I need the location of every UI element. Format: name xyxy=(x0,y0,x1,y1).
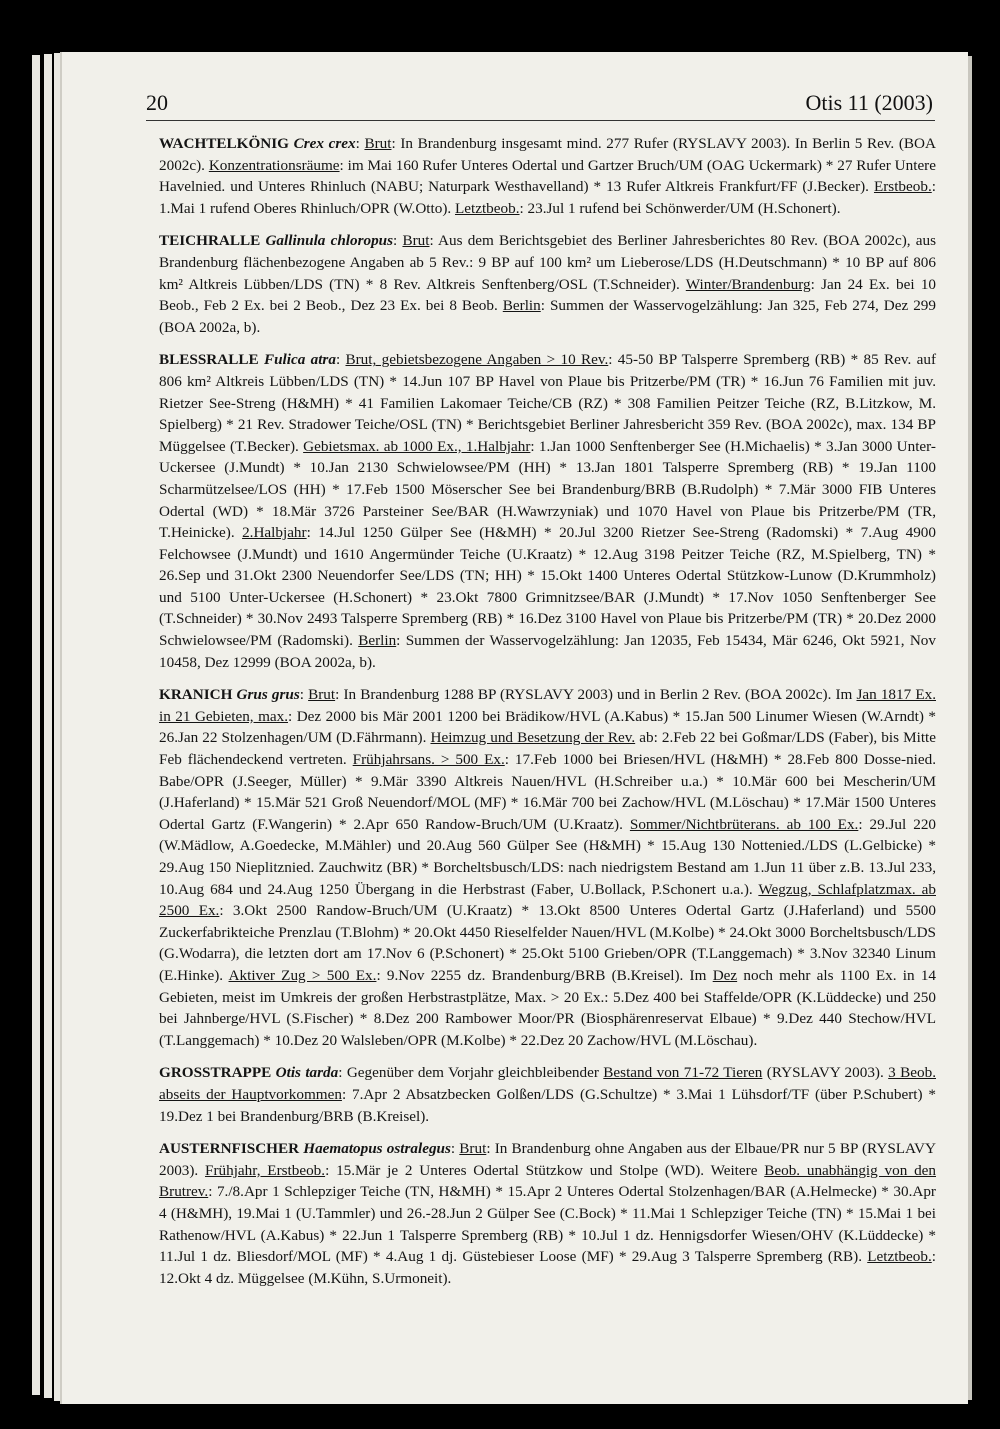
entry-text: : Summen der Wasservogelzählung: Jan 325, Feb 274, Dez 299 (BOA 2002a, b). xyxy=(159,297,936,336)
page-edge xyxy=(32,55,40,1395)
underlined-heading: Brut xyxy=(364,135,392,152)
entry-text: : 15.Mär je 2 Unteres Odertal Stützkow und Stolpe (WD). Weitere xyxy=(325,1161,765,1179)
entry-text: : xyxy=(450,1140,460,1158)
entry-text: : 7.Apr 2 Absatzbecken Golßen/LDS (G.Schultze) * 3.Mai 1 Lühsdorf/TF (über P.Schubert) * 19.Dez 1 bei Brandenburg/BRB (B.Kreisel). xyxy=(159,1085,936,1125)
species-entry xyxy=(159,684,936,1051)
entry-text: : 14.Jul 1250 Gülper See (H&MH) * 20.Jul 3200 Rietzer See-Streng (Radomski) * 7.Aug 4900 Felchowsee (J.Mundt) und 1610 Angermünder Teiche (U.Kraatz) * 12.Aug 3198 Peitzer Teiche (RZ, M.Spielberg, TN) * 26.Sep und 31.Okt 2300 Neuendorfer See/LDS (TN; HH) * 15.Okt 1400 Unteres Odertal Stützkow-Lunow (D.Krummholz) und 5100 Unter-Uckersee (H.Schonert) * 23.Okt 7800 Grimnitzsee/BAR (J.Mundt) * 17.Nov 1050 Senftenberger See (T.Schneider) * 30.Nov 2493 Talsperre Spremberg (RB) * 16.Dez 3100 Havel von Plaue bis Pritzerbe/PM (TR) * 20.Dez 2000 Schwielowsee/PM (Radomski). xyxy=(159,524,936,650)
underlined-heading: Heimzug und Besetzung der Rev. xyxy=(430,729,636,747)
page-edge-right xyxy=(968,56,972,1400)
entry-text: : xyxy=(393,232,403,250)
underlined-heading: 3 Beob. abseits der Hauptvorkommen xyxy=(159,1064,936,1103)
underlined-heading: Sommer/Nichtbrüterans. ab 100 Ex. xyxy=(629,815,859,833)
species-entry xyxy=(159,1138,936,1289)
entry-text: : Jan 24 Ex. bei 10 Beob., Feb 2 Ex. bei 2 Beob., Dez 23 Ex. bei 8 Beob. xyxy=(159,275,937,315)
underlined-heading: Winter/Brandenburg xyxy=(685,275,811,293)
entry-text: : 1.Jan 1000 Senftenberger See (H.Michaelis) * 3.Jan 3000 Unter-Uckersee (J.Mundt) * 10.Jan 2130 Schwielowsee/PM (HH) * 13.Jan 1801 Talsperre Spremberg (RB) * 19.Jan 1100 Scharmützelsee/LOS (HH) * 17.Feb 1500 Möserscher See bei Brandenburg/BRB (B.Rudolph) * 7.Mär 3000 FIB Unteres Odertal (WD) * 18.Mär 3726 Parsteiner See/BAR (H.Wawrzyniak) und 1070 Havel von Plaue bis Pritzerbe/PM (TR, T.Heinicke). xyxy=(159,437,936,542)
page-edge xyxy=(54,53,61,1401)
scientific-name: Grus grus xyxy=(236,686,300,704)
page-header xyxy=(146,90,935,121)
underlined-heading: Brut, gebietsbezogene Angaben > 10 Rev. xyxy=(345,351,609,369)
species-name: GROSSTRAPPE xyxy=(159,1064,272,1082)
species-entry xyxy=(159,1062,936,1127)
underlined-heading: Aktiver Zug > 500 Ex. xyxy=(228,966,377,984)
underlined-heading: Letztbeob. xyxy=(867,1248,932,1266)
underlined-heading: Erstbeob. xyxy=(873,178,932,196)
species-entry xyxy=(159,230,936,338)
entry-text: : im Mai 160 Rufer Unteres Odertal und Gartzer Bruch/UM (OAG Uckermark) * 27 Rufer Untere Havelnied. und Unteres Rhinluch (NABU; Naturpark Westhavelland) * 13 Rufer Altkreis Frankfurt/FF (J.Becker). xyxy=(159,156,936,196)
entry-text: : 17.Feb 1000 bei Briesen/HVL (H&MH) * 28.Feb 800 Dosse-nied. Babe/OPR (J.Seeger, Müller) * 9.Mär 3390 Altkreis Nauen/HVL (H.Schreiber u.a.) * 10.Mär 600 bei Mescherin/UM (J.Haferland) * 15.Mär 521 Groß Neuendorf/MOL (MF) * 16.Mär 700 bei Zachow/HVL (M.Löschau) * 17.Mär 1500 Unteres Odertal Gartz (F.Wangerin) * 2.Apr 650 Randow-Bruch/UM (U.Kraatz). xyxy=(159,751,937,833)
species-name: TEICHRALLE xyxy=(159,232,261,250)
entry-text: : Gegenüber dem Vorjahr gleichbleibender xyxy=(338,1064,604,1082)
entry-text: : xyxy=(355,135,365,152)
entry-text: : Summen der Wasservogelzählung: Jan 12035, Feb 15434, Mär 6246, Okt 5921, Nov 10458, Dez 12999 (BOA 2002a, b). xyxy=(159,632,936,671)
species-name: BLESSRALLE xyxy=(159,351,259,369)
entry-text: (RYSLAVY 2003). xyxy=(762,1064,889,1082)
underlined-heading: Letztbeob. xyxy=(454,199,520,217)
underlined-heading: Bestand von 71-72 Tieren xyxy=(603,1064,763,1082)
journal-title: Otis 11 (2003) xyxy=(805,90,933,115)
entry-text: noch mehr als 1100 Ex. in 14 Gebieten, meist im Umkreis der großen Herbstrastplätze, Max. > 20 Ex.: 5.Dez 400 bei Staffelde/OPR (K.Lüddecke) und 250 bei Jahnberge/HVL (S.Fischer) * 8.Dez 200 Rambower Moor/PR (Biosphärenreservat Elbaue) * 9.Dez 440 Stechow/HVL (T.Langgemach) * 10.Dez 20 Walsleben/OPR (M.Kolbe) * 22.Dez 20 Zachow/HVL (M.Löschau). xyxy=(159,966,937,1049)
underlined-heading: Berlin xyxy=(502,297,541,315)
page-edge xyxy=(44,54,52,1398)
underlined-heading: Konzentrationsräume xyxy=(208,156,340,174)
entry-text: : 7./8.Apr 1 Schlepziger Teiche (TN, H&MH) * 15.Apr 2 Unteres Odertal Stolzenhagen/BAR (A.Helmecke) * 30.Apr 4 (H&MH), 19.Mai 1 (U.Tammler) und 26.-28.Jun 2 Gülper See (C.Bock) * 11.Mai 1 Schlepziger Teiche (TN) * 15.Mai 1 bei Rathenow/HVL (A.Kabus) * 22.Jun 1 Talsperre Spremberg (RB) * 10.Jul 1 dz. Hennigsdorfer Wiesen/OHV (K.Lüddecke) * 11.Jul 1 dz. Bliesdorf/MOL (MF) * 4.Aug 1 dj. Güstebieser Loose (MF) * 29.Aug 3 Talsperre Spremberg (RB). xyxy=(159,1183,936,1266)
underlined-heading: Brut xyxy=(402,232,430,250)
entry-text: : 29.Jul 220 (W.Mädlow, A.Goedecke, M.Mähler) und 20.Aug 560 Gülper See (H&MH) * 15.Aug 130 Nottenied./LDS (L.Gelbicke) * 29.Aug 150 Nieplitznied. Zauchwitz (BR) * Borcheltsbusch/LDS: nach niedrigstem Bestand am 1.Jun 11 über z.B. 13.Jul 233, 10.Aug 684 und 24.Aug 1250 Übergang in die Herbstrast (Faber, U.Bollack, P.Schonert u.a.). xyxy=(159,815,937,898)
entry-text: : 23.Jul 1 rufend bei Schönwerder/UM (H.Schonert). xyxy=(519,199,841,217)
species-entry xyxy=(159,133,936,219)
page-number: 20 xyxy=(146,90,168,115)
underlined-heading: Wegzug, Schlafplatzmax. ab 2500 Ex. xyxy=(159,880,936,920)
underlined-heading: Berlin xyxy=(358,632,397,650)
underlined-heading: Dez xyxy=(712,966,738,984)
article-body xyxy=(159,133,936,1300)
underlined-heading: Brut xyxy=(459,1140,487,1158)
scientific-name: Fulica atra xyxy=(263,351,336,369)
entry-text: ab: 2.Feb 22 bei Goßmar/LDS (Faber), bis Mitte Feb flächendeckend vertreten. xyxy=(159,729,936,769)
underlined-heading: Brut xyxy=(308,686,336,704)
scientific-name: Gallinula chloropus xyxy=(265,232,394,250)
underlined-heading: Beob. unabhängig von den Brutrev. xyxy=(159,1161,936,1201)
underlined-heading: Gebietsmax. ab 1000 Ex., 1.Halbjahr xyxy=(303,437,531,455)
underlined-heading: Jan 1817 Ex. in 21 Gebieten, max. xyxy=(159,686,936,725)
underlined-heading: Frühjahr, Erstbeob. xyxy=(205,1161,326,1179)
entry-text: : xyxy=(299,686,309,704)
species-entry xyxy=(159,349,936,673)
entry-text: : 12.Okt 4 dz. Müggelsee (M.Kühn, S.Urmoneit). xyxy=(159,1248,936,1287)
entry-text: : In Brandenburg insgesamt mind. 277 Rufer (RYSLAVY 2003). In Berlin 5 Rev. (BOA 2002c). xyxy=(159,135,936,174)
entry-text: : xyxy=(335,351,346,369)
species-name: AUSTERNFISCHER xyxy=(159,1140,300,1158)
species-name: KRANICH xyxy=(159,686,233,704)
entry-text: : 9.Nov 2255 dz. Brandenburg/BRB (B.Kreisel). Im xyxy=(376,966,713,984)
entry-text: : 3.Okt 2500 Randow-Bruch/UM (U.Kraatz) * 13.Okt 8500 Unteres Odertal Gartz (J.Haferland) und 5500 Zuckerfabrikteiche Prenzlau (T.Blohm) * 20.Okt 4450 Rieselfelder Nauen/HVL (M.Kolbe) * 24.Okt 3000 Borcheltsbusch/LDS (G.Wodarra), die letzten dort am 17.Nov 6 (P.Schonert) * 25.Okt 5100 Grieben/OPR (T.Langgemach) * 3.Nov 32340 Linum (E.Hinke). xyxy=(159,902,936,984)
entry-text: : In Brandenburg ohne Angaben aus der Elbaue/PR nur 5 BP (RYSLAVY 2003). xyxy=(159,1140,936,1179)
entry-text: : In Brandenburg 1288 BP (RYSLAVY 2003) und in Berlin 2 Rev. (BOA 2002c). Im xyxy=(335,686,857,704)
scientific-name: Otis tarda xyxy=(275,1064,339,1082)
entry-text: : 1.Mai 1 rufend Oberes Rhinluch/OPR (W.Otto). xyxy=(159,178,936,217)
underlined-heading: 2.Halbjahr xyxy=(242,524,307,542)
species-name: WACHTELKÖNIG xyxy=(159,135,289,152)
scientific-name: Haematopus ostralegus xyxy=(303,1140,451,1158)
entry-text: : Aus dem Berichtsgebiet des Berliner Jahresberichtes 80 Rev. (BOA 2002c), aus Brandenburg flächenbezogene Angaben ab 5 Rev.: 9 BP auf 100 km² um Lieberose/LDS (H.Deutschmann) * 10 BP auf 806 km² Altkreis Lübben/LDS (TN) * 8 Rev. Altkreis Senftenberg/OSL (T.Schneider). xyxy=(159,232,936,293)
scientific-name: Crex crex xyxy=(293,135,356,152)
entry-text: : 45-50 BP Talsperre Spremberg (RB) * 85 Rev. auf 806 km² Altkreis Lübben/LDS (TN) * 14.Jun 107 BP Havel von Plaue bis Pritzerbe/PM (TR) * 16.Jun 76 Familien mit juv. Rietzer See-Streng (H&MH) * 41 Familien Lakomaer Teiche/CB (RZ) * 308 Familien Peitzer Teiche (RZ, B.Litzkow, M. Spielberg) * 21 Rev. Stradower Teiche/OSL (TN) * Berichtsgebiet Berliner Jahresbericht 359 Rev. (BOA 2002c), max. 134 BP Müggelsee (T.Becker). xyxy=(159,351,937,455)
entry-text: : Dez 2000 bis Mär 2001 1200 bei Brädikow/HVL (A.Kabus) * 15.Jan 500 Linumer Wiesen (W.Arndt) * 26.Jan 22 Stolzenhagen/UM (D.Fährmann). xyxy=(159,707,937,747)
underlined-heading: Frühjahrsans. > 500 Ex. xyxy=(352,751,505,769)
